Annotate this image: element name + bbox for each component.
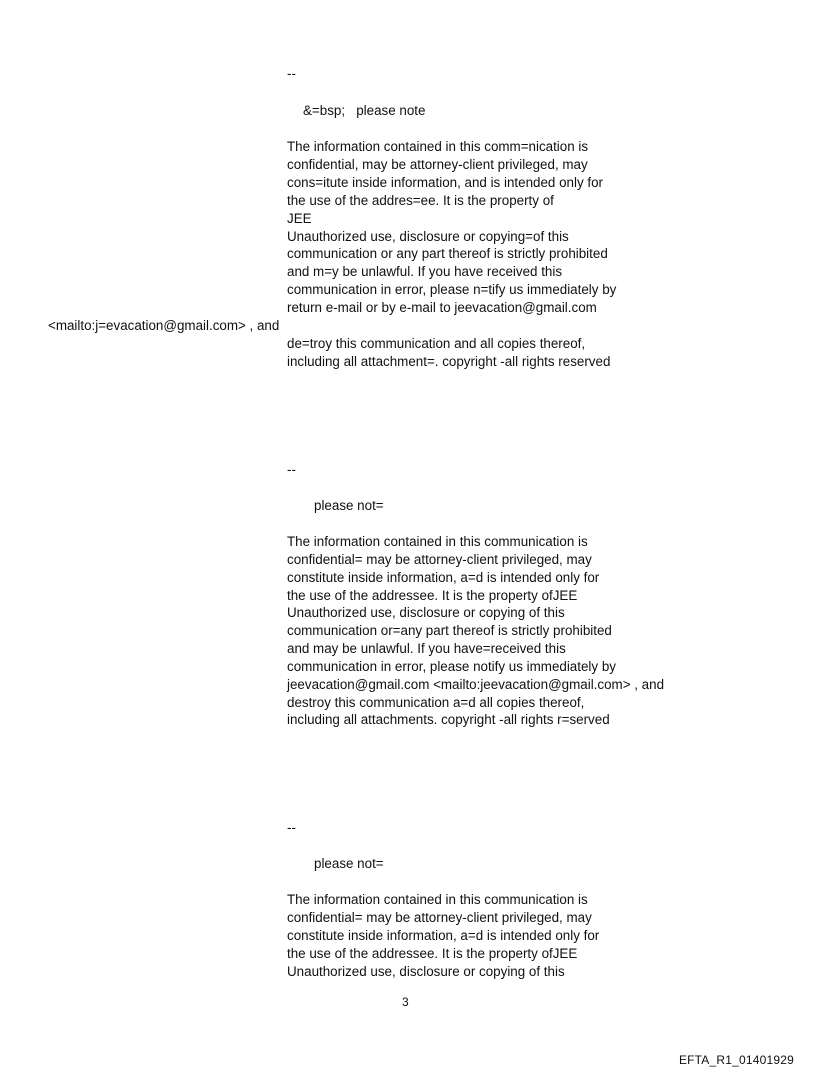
text-line: and may be unlawful. If you have=received this <box>287 641 566 656</box>
mailto-line: <mailto:j=evacation@gmail.com> , and <box>48 318 280 333</box>
text-line: communication or=any part thereof is strictly prohibited <box>287 623 612 638</box>
text-line: the use of the addres=ee. It is the property of <box>287 193 554 208</box>
separator: -- <box>287 462 296 477</box>
text-line: the use of the addressee. It is the property ofJEE <box>287 588 578 603</box>
text-line: JEE <box>287 211 312 226</box>
text-line: the use of the addressee. It is the property ofJEE <box>287 946 578 961</box>
text-line: communication in error, please notify us immediately by <box>287 659 616 674</box>
text-line: return e-mail or by e-mail to jeevacation@gmail.com <box>287 300 597 315</box>
text-line: confidential= may be attorney-client privileged, may <box>287 552 592 567</box>
text-line: including all attachment=. copyright -all rights reserved <box>287 354 611 369</box>
text-line: including all attachments. copyright -all rights r=served <box>287 712 610 727</box>
page-number: 3 <box>402 995 409 1009</box>
text-line: constitute inside information, a=d is intended only for <box>287 570 600 585</box>
text-line: communication or any part thereof is strictly prohibited <box>287 246 608 261</box>
text-line: Unauthorized use, disclosure or copying of this <box>287 964 565 979</box>
note-heading: please not= <box>314 498 384 513</box>
text-line: confidential= may be attorney-client privileged, may <box>287 910 592 925</box>
note-heading: please not= <box>314 856 384 871</box>
text-line: confidential, may be attorney-client privileged, may <box>287 157 588 172</box>
separator: -- <box>287 820 296 835</box>
text-line: jeevacation@gmail.com <mailto:jeevacation@gmail.com> , and <box>287 677 665 692</box>
bates-number: EFTA_R1_01401929 <box>678 1053 794 1067</box>
text-line: Unauthorized use, disclosure or copying of this <box>287 605 565 620</box>
separator: -- <box>287 66 296 81</box>
text-line: destroy this communication a=d all copies thereof, <box>287 695 585 710</box>
text-line: constitute inside information, a=d is intended only for <box>287 928 600 943</box>
text-line: and m=y be unlawful. If you have received this <box>287 264 563 279</box>
text-line: The information contained in this communication is <box>287 892 588 907</box>
text-line: cons=itute inside information, and is intended only for <box>287 175 603 190</box>
text-line: The information contained in this comm=nication is <box>287 139 589 154</box>
note-heading: &=bsp; please note <box>303 103 426 118</box>
text-line: The information contained in this communication is <box>287 534 588 549</box>
text-line: de=troy this communication and all copies thereof, <box>287 336 586 351</box>
text-line: communication in error, please n=tify us immediately by <box>287 282 617 297</box>
text-line: Unauthorized use, disclosure or copying=of this <box>287 229 569 244</box>
